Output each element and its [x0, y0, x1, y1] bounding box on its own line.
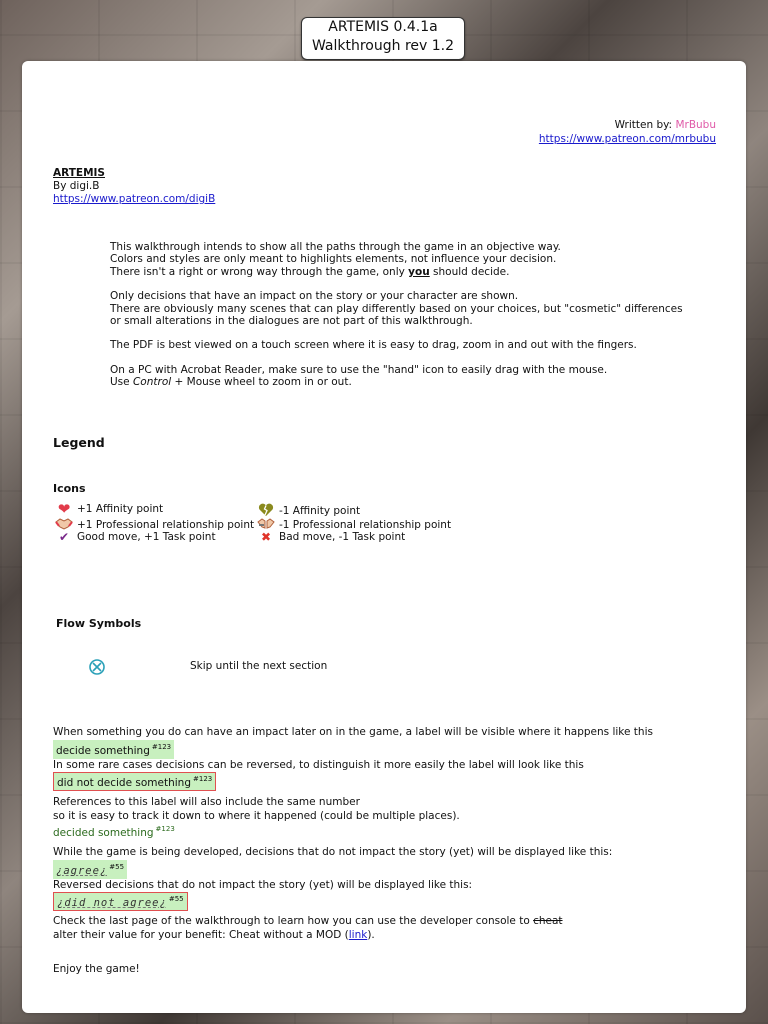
labels-line: In some rare cases decisions can be reversed, to distinguish it more easily the label will look like this	[53, 758, 584, 771]
enjoy-text: Enjoy the game!	[53, 963, 140, 975]
label-example-decide	[53, 740, 174, 759]
intro-you: you	[408, 265, 430, 278]
label-text: decide something	[56, 744, 150, 757]
label-example-not-agree	[53, 892, 188, 911]
game-author: By digi.B	[53, 180, 100, 192]
intro-line: or small alterations in the dialogues are not part of this walkthrough.	[110, 315, 473, 328]
label-number: #55	[109, 862, 125, 871]
intro-line: There isn't a right or wrong way through the game, only	[110, 265, 409, 278]
intro-line: The PDF is best viewed on a touch screen where it is easy to drag, zoom in and out with the fingers.	[110, 339, 637, 352]
label-number: #123	[155, 825, 175, 834]
game-title: ARTEMIS	[53, 167, 105, 179]
intro-control: Control	[132, 376, 172, 389]
intro-line: On a PC with Acrobat Reader, make sure to use the "hand" icon to easily drag with the mouse.	[110, 363, 608, 376]
intro-line: + Mouse wheel to zoom in or out.	[171, 376, 352, 389]
label-number: #55	[168, 895, 184, 904]
labels-line: References to this label will also include the same number	[53, 796, 360, 808]
labels-section-3	[53, 846, 612, 911]
intro-line: Use	[110, 376, 133, 389]
labels-line: alter their value for your benefit: Cheat without a MOD (	[53, 928, 349, 941]
legend-label: Good move, +1 Task point	[77, 531, 216, 543]
legend-item	[55, 500, 164, 518]
label-text: did not decide something	[57, 777, 191, 790]
label-example-reversed	[53, 772, 216, 791]
author-name: MrBubu	[675, 119, 716, 131]
label-number: #123	[151, 742, 172, 751]
document-title-box	[301, 17, 465, 60]
labels-line: When something you do can have an impact later on in the game, a label will be visible where it happens like this	[53, 726, 653, 738]
intro-line: There are obviously many scenes that can play differently based on your choices, but "cosmetic" differences	[110, 302, 683, 315]
labels-line: ).	[367, 928, 375, 941]
legend-label: Bad move, -1 Task point	[279, 531, 406, 543]
label-text: decided something	[53, 827, 154, 840]
author-block	[539, 118, 716, 146]
legend-heading: Legend	[53, 435, 105, 450]
intro-line: Colors and styles are only meant to highlights elements, not influence your decision.	[110, 253, 557, 266]
label-example-reference	[53, 823, 175, 841]
intro-text	[110, 241, 683, 401]
author-label: Written by:	[614, 119, 673, 131]
legend-item	[55, 531, 216, 543]
labels-line: While the game is being developed, decisions that do not impact the story (yet) will be displayed like this:	[53, 846, 613, 858]
skip-icon	[89, 659, 105, 675]
label-text: ¿agree¿	[56, 864, 108, 877]
intro-line: should decide.	[429, 265, 510, 278]
labels-line: Reversed decisions that do not impact the story (yet) will be displayed like this:	[53, 878, 473, 891]
labels-section-2	[53, 796, 460, 841]
author-link[interactable]: https://www.patreon.com/mrbubu	[538, 133, 716, 145]
intro-line: Only decisions that have an impact on the story or your character are shown.	[110, 290, 519, 303]
label-number: #123	[193, 775, 213, 784]
document-page	[22, 61, 746, 1013]
labels-section-4	[53, 915, 563, 942]
cheat-link[interactable]: link	[348, 928, 368, 941]
labels-line: Check the last page of the walkthrough to learn how you can use the developer console to	[53, 915, 534, 927]
legend-label: -1 Affinity point	[279, 505, 361, 517]
label-example-agree	[53, 860, 127, 879]
document-title: ARTEMIS 0.4.1a	[328, 19, 438, 35]
legend-label: -1 Professional relationship point	[279, 518, 452, 531]
legend-label: +1 Professional relationship point	[77, 518, 255, 531]
struck-word: cheat	[533, 915, 563, 927]
legend-item	[55, 517, 254, 532]
labels-section-1	[53, 726, 653, 791]
skip-text: Skip until the next section	[190, 660, 328, 672]
flow-heading: Flow Symbols	[56, 617, 142, 630]
legend-label: +1 Affinity point	[77, 503, 164, 515]
legend-item	[257, 531, 405, 543]
intro-line: This walkthrough intends to show all the paths through the game in an objective way.	[110, 241, 561, 253]
heart-icon: ❤	[57, 500, 71, 518]
labels-line: so it is easy to track it down to where it happened (could be multiple places).	[53, 809, 460, 822]
game-link[interactable]: https://www.patreon.com/digiB	[53, 193, 216, 205]
cross-icon: ✖	[260, 530, 272, 544]
document-subtitle: Walkthrough rev 1.2	[311, 38, 455, 54]
icons-heading: Icons	[53, 482, 86, 495]
game-info	[53, 167, 215, 206]
check-icon: ✔	[58, 530, 70, 544]
label-text: ¿did not agree¿	[57, 897, 167, 910]
legend-item	[257, 517, 451, 532]
